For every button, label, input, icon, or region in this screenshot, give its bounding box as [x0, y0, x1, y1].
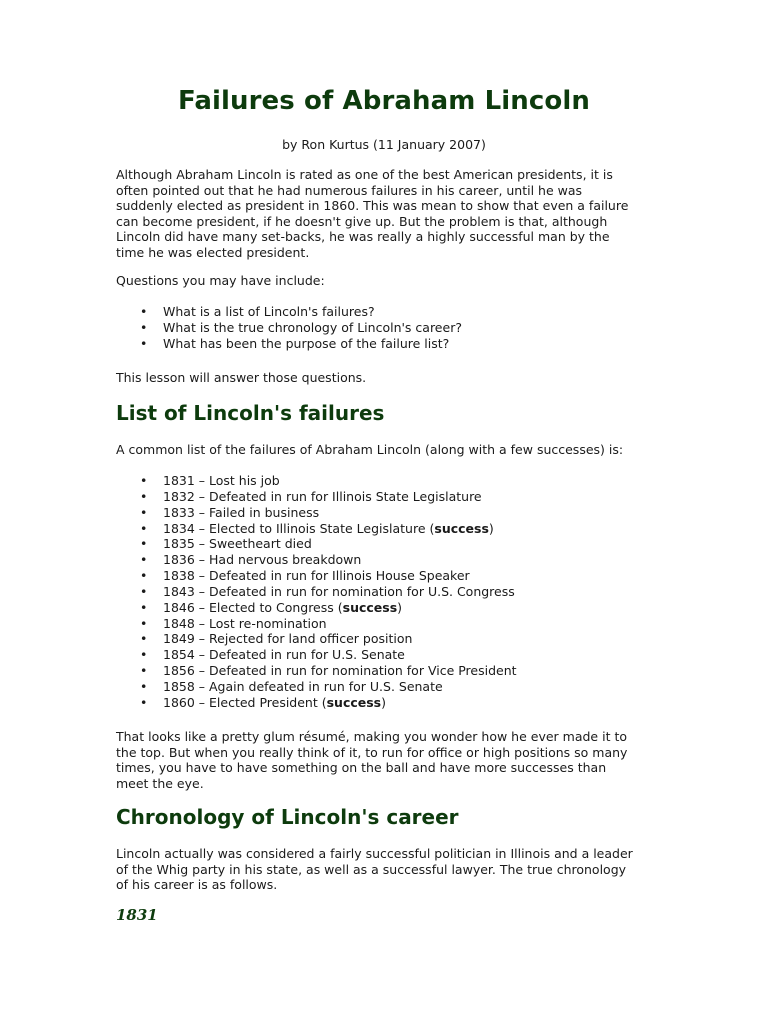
bullet-icon: •: [140, 319, 148, 335]
outro-line: That looks like a pretty glum résumé, making you wonder how he ever made it to: [116, 729, 627, 744]
bullet-icon: •: [140, 615, 148, 631]
intro-line: can become president, if he doesn't give up. But the problem is that, although: [116, 213, 608, 229]
list-item: • 1854 – Defeated in run for U.S. Senate: [140, 647, 405, 663]
bullet-icon: •: [140, 631, 148, 647]
intro-line: often pointed out that he had numerous failures in his career, until he was: [116, 182, 583, 198]
list-item: • 1836 – Had nervous breakdown: [140, 552, 362, 568]
chronology-line: of his career is as follows.: [116, 877, 278, 893]
bullet-icon: •: [140, 694, 148, 710]
intro-line: Lincoln did have many set-backs, he was really a highly successful man by the: [116, 229, 610, 245]
list-item: • 1858 – Again defeated in run for U.S. Senate: [140, 678, 443, 694]
section-heading-failures: List of Lincoln's failures: [116, 401, 385, 425]
intro-line: Although Abraham Lincoln is rated as one of the best American presidents, it is: [116, 167, 613, 182]
intro-paragraph: [116, 167, 646, 261]
byline: by Ron Kurtus (11 January 2007): [282, 137, 486, 152]
bullet-icon: •: [140, 663, 148, 679]
bullet-icon: •: [140, 304, 148, 319]
failures-outro-paragraph: [116, 729, 646, 791]
chronology-line: of the Whig party in his state, as well as a successful lawyer. The true chronology: [116, 861, 627, 877]
list-item: • 1843 – Defeated in run for nomination for U.S. Congress: [140, 583, 515, 599]
list-item: • 1832 – Defeated in run for Illinois State Legislature: [140, 488, 482, 504]
bullet-icon: •: [140, 583, 148, 599]
section-heading-chronology: Chronology of Lincoln's career: [116, 805, 459, 829]
questions-list: [116, 304, 462, 352]
year-subheading: 1831: [116, 906, 158, 924]
list-item: • 1835 – Sweetheart died: [140, 536, 312, 552]
intro-line: suddenly elected as president in 1860. This was mean to show that even a failure: [116, 198, 629, 214]
list-item: • What is the true chronology of Lincoln's career?: [140, 319, 462, 335]
bullet-icon: •: [140, 568, 148, 584]
outro-line: meet the eye.: [116, 775, 204, 791]
intro-line: time he was elected president.: [116, 244, 310, 260]
bullet-icon: •: [140, 536, 148, 552]
chronology-line: Lincoln actually was considered a fairly successful politician in Illinois and a leader: [116, 846, 633, 861]
bullet-icon: •: [140, 599, 148, 615]
questions-intro: Questions you may have include:: [116, 273, 325, 288]
bullet-icon: •: [140, 552, 148, 568]
bullet-icon: •: [140, 678, 148, 694]
failures-intro: A common list of the failures of Abraham Lincoln (along with a few successes) is:: [116, 442, 624, 457]
list-item: • What is a list of Lincoln's failures?: [140, 304, 375, 319]
outro-line: the top. But when you really think of it, to run for office or high positions so many: [116, 744, 628, 760]
outro-line: times, you have to have something on the ball and have more successes than: [116, 760, 607, 776]
list-item: • 1833 – Failed in business: [140, 504, 320, 520]
bullet-icon: •: [140, 488, 148, 504]
list-item: • 1846 – Elected to Congress (success): [140, 599, 403, 615]
bullet-icon: •: [140, 504, 148, 520]
list-item: • 1848 – Lost re-nomination: [140, 615, 327, 631]
list-item: • 1834 – Elected to Illinois State Legislature (success): [140, 520, 494, 536]
bullet-icon: •: [140, 335, 148, 351]
bullet-icon: •: [140, 520, 148, 536]
bullet-icon: •: [140, 473, 148, 488]
list-item: • 1856 – Defeated in run for nomination for Vice President: [140, 663, 517, 679]
list-item: • 1838 – Defeated in run for Illinois House Speaker: [140, 568, 470, 584]
failures-list: [116, 473, 517, 711]
bullet-icon: •: [140, 647, 148, 663]
list-item: • 1860 – Elected President (success): [140, 694, 387, 710]
list-item: • 1831 – Lost his job: [140, 473, 280, 488]
answer-line: This lesson will answer those questions.: [116, 370, 367, 385]
page-title: Failures of Abraham Lincoln: [177, 86, 590, 116]
chronology-intro-paragraph: [116, 846, 646, 893]
list-item: • 1849 – Rejected for land officer position: [140, 631, 413, 647]
list-item: • What has been the purpose of the failure list?: [140, 335, 450, 351]
